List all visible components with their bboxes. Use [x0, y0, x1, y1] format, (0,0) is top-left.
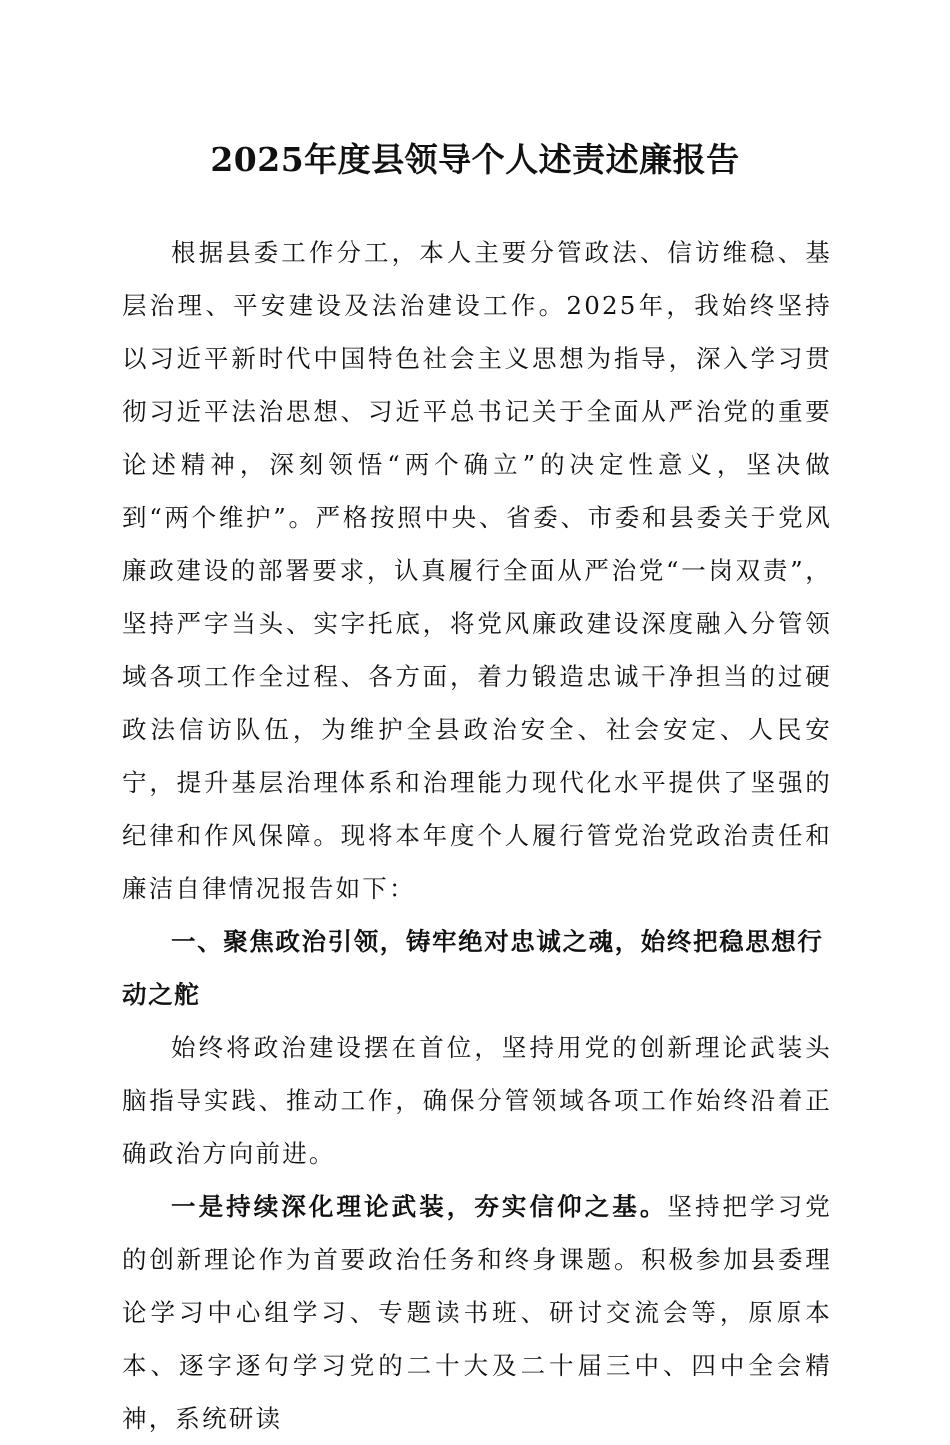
intro-paragraph: 根据县委工作分工，本人主要分管政法、信访维稳、基层治理、平安建设及法治建设工作。2025年，我始终坚持以习近平新时代中国特色社会主义思想为指导，深入学习贯彻习近平法治思想、习近平总书记关于全面从严治党的重要论述精神，深刻领悟“两个确立”的决定性意义，坚决做到“两个维护”。严格按照中央、省委、市委和县委关于党风廉政建设的部署要求，认真履行全面从严治党“一岗双责”，坚持严字当头、实字托底，将党风廉政建设深度融入分管领域各项工作全过程、各方面，着力锻造忠诚干净担当的过硬政法信访队伍，为维护全县政治安全、社会安定、人民安宁，提升基层治理体系和治理能力现代化水平提供了坚强的纪律和作风保障。现将本年度个人履行管党治党政治责任和廉洁自律情况报告如下：	[122, 238, 832, 903]
point-1-text: 坚持把学习党的创新理论作为首要政治任务和终身课题。积极参加县委理论学习中心组学习、专题读书班、研讨交流会等，原原本本、逐字逐句学习党的二十大及二十届三中、四中全会精神，系统研读	[122, 1192, 832, 1433]
point-1-paragraph	[122, 1180, 832, 1445]
point-1-lead: 一是持续深化理论武装，夯实信仰之基。	[171, 1192, 668, 1221]
section-1-heading: 一、聚焦政治引领，铸牢绝对忠诚之魂，始终把稳思想行动之舵	[122, 927, 824, 1009]
document-body	[122, 226, 832, 1445]
section-1-intro-paragraph: 始终将政治建设摆在首位，坚持用党的创新理论武装头脑指导实践、推动工作，确保分管领域各项工作始终沿着正确政治方向前进。	[122, 1033, 832, 1168]
document-title: 2025年度县领导个人述责述廉报告	[210, 140, 740, 179]
